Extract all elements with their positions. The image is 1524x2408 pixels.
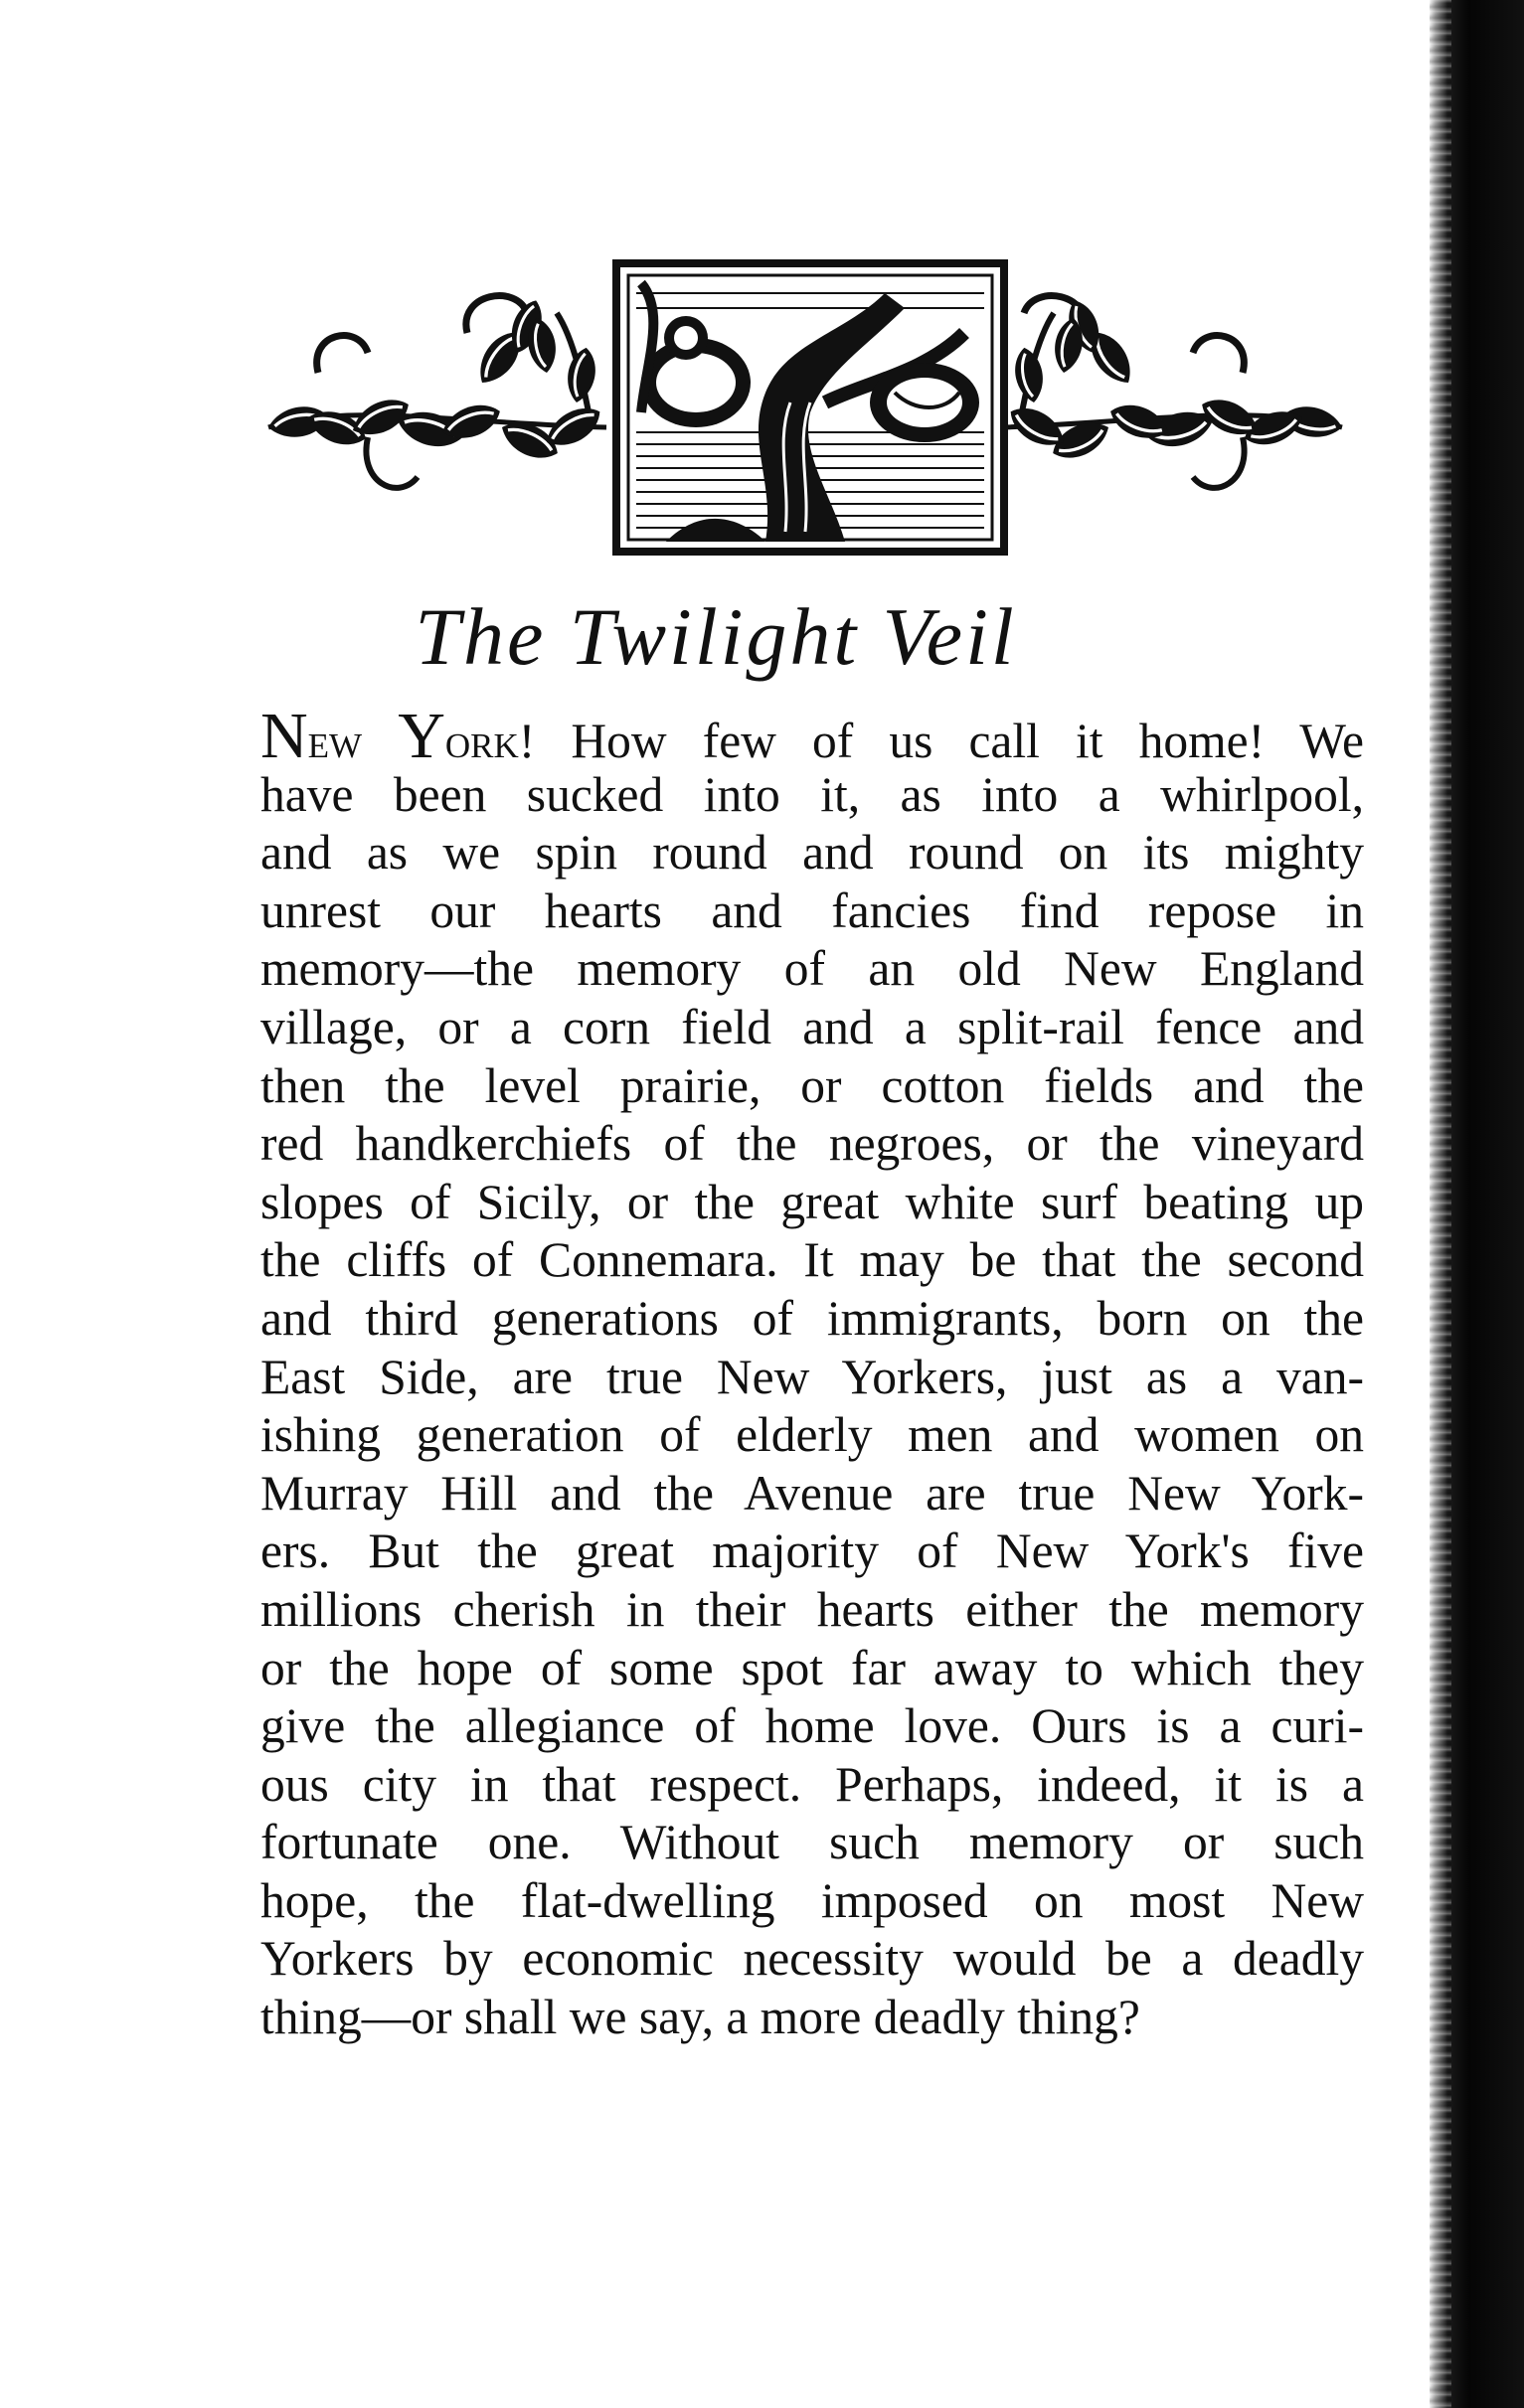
lead-word-rest: ork [444, 714, 519, 768]
paragraph-line [260, 700, 1365, 772]
paragraph-line: memory—the memory of an old New England [260, 941, 1364, 997]
paragraph-line: have been sucked into it, as into a whirlpool, [260, 766, 1364, 822]
paragraph-line: village, or a corn field and a split-rail fence and [260, 999, 1364, 1054]
paragraph-line: ers. But the great majority of New York's five [260, 1524, 1364, 1579]
paragraph-line: millions cherish in their hearts either the memory [260, 1581, 1364, 1637]
paragraph-line: ous city in that respect. Perhaps, indeed, it is a [260, 1756, 1364, 1812]
woodcut-panel [616, 263, 1004, 552]
paragraph-line: unrest our hearts and fancies find repose in [260, 883, 1364, 938]
lead-word-rest: ew [307, 714, 363, 768]
page-edge-shadow [1430, 0, 1524, 2408]
paragraph-line: and as we spin round and round on its mighty [260, 825, 1364, 881]
paragraph-line: ishing generation of elderly men and women on [260, 1407, 1364, 1463]
paragraph-line: hope, the flat-dwelling imposed on most New [260, 1872, 1364, 1928]
paragraph-line: slopes of Sicily, or the great white surf beating up [260, 1174, 1364, 1229]
lead-word: York [398, 700, 519, 772]
paragraph-line: give the allegiance of home love. Ours is a curi- [260, 1698, 1364, 1754]
headpiece-ornament-icon [249, 253, 1362, 571]
left-garland [268, 296, 606, 488]
lead-word: New [260, 700, 363, 772]
paragraph-line: fortunate one. Without such memory or such [260, 1815, 1364, 1870]
paragraph-line-text: ! How few of us call it home! We [518, 714, 1365, 768]
paragraph-line: red handkerchiefs of the negroes, or the vineyard [260, 1116, 1364, 1172]
paragraph-line: thing—or shall we say, a more deadly thing? [260, 1990, 1140, 2045]
right-garland [1004, 296, 1342, 488]
body-paragraph [260, 700, 1365, 2047]
paragraph-line: and third generations of immigrants, born on the [260, 1290, 1364, 1346]
paragraph-line: East Side, are true New Yorkers, just as a van- [260, 1349, 1364, 1404]
chapter-title: The Twilight Veil [415, 591, 1017, 682]
paragraph-line: Yorkers by economic necessity would be a deadly [260, 1931, 1364, 1987]
paragraph-line: or the hope of some spot far away to which they [260, 1640, 1364, 1695]
paragraph-line: then the level prairie, or cotton fields and the [260, 1057, 1364, 1113]
paragraph-line: Murray Hill and the Avenue are true New York- [260, 1465, 1364, 1521]
paragraph-line: the cliffs of Connemara. It may be that the second [260, 1232, 1364, 1288]
